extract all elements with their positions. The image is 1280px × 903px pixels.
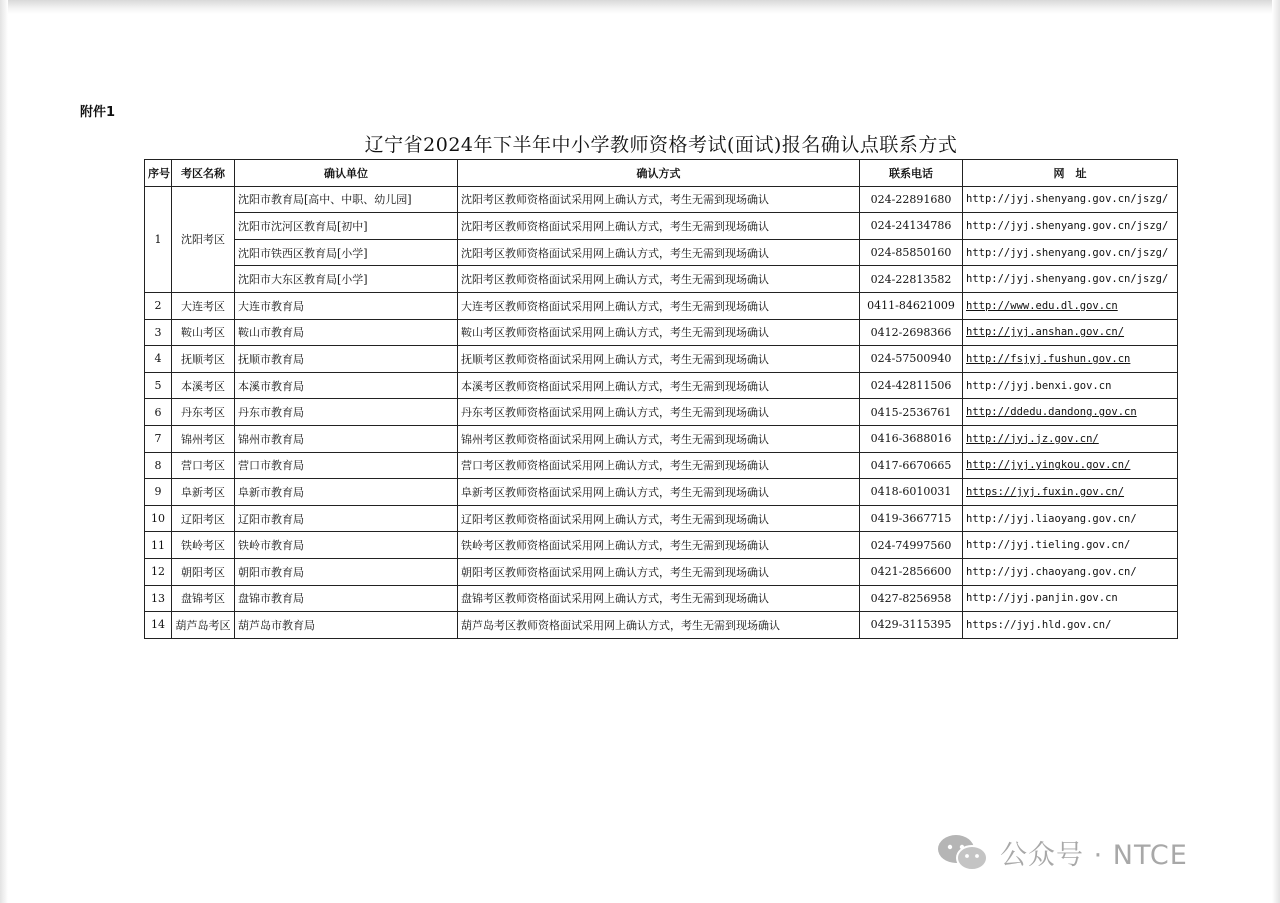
confirm-unit: 抚顺市教育局 xyxy=(235,346,458,373)
table-row xyxy=(145,292,1178,319)
row-number: 2 xyxy=(145,292,172,319)
table-row xyxy=(145,399,1178,426)
table-row xyxy=(145,186,1178,213)
table-row xyxy=(145,425,1178,452)
scan-shadow-left xyxy=(0,0,8,903)
url-link[interactable]: http://jyj.shenyang.gov.cn/jszg/ xyxy=(966,246,1169,259)
confirm-method: 鞍山考区教师资格面试采用网上确认方式，考生无需到现场确认 xyxy=(458,319,860,346)
url-cell xyxy=(963,612,1178,639)
confirm-method: 盘锦考区教师资格面试采用网上确认方式，考生无需到现场确认 xyxy=(458,585,860,612)
contact-phone: 0416-3688016 xyxy=(860,425,963,452)
confirm-unit: 阜新市教育局 xyxy=(235,479,458,506)
table-body xyxy=(145,186,1178,638)
table-row xyxy=(145,532,1178,559)
url-cell xyxy=(963,292,1178,319)
district-name: 锦州考区 xyxy=(172,425,235,452)
row-number: 4 xyxy=(145,346,172,373)
header-method: 确认方式 xyxy=(458,160,860,187)
contact-phone: 0427-8256958 xyxy=(860,585,963,612)
url-link[interactable]: http://jyj.shenyang.gov.cn/jszg/ xyxy=(966,193,1169,206)
scan-shadow-right xyxy=(1272,0,1280,903)
url-link[interactable]: https://jyj.fuxin.gov.cn/ xyxy=(966,485,1125,498)
contact-phone: 0411-84621009 xyxy=(860,292,963,319)
confirm-unit: 锦州市教育局 xyxy=(235,425,458,452)
contact-phone: 024-22813582 xyxy=(860,266,963,293)
district-name: 葫芦岛考区 xyxy=(172,612,235,639)
document-title: 辽宁省2024年下半年中小学教师资格考试(面试)报名确认点联系方式 xyxy=(364,134,958,156)
row-number: 5 xyxy=(145,372,172,399)
url-cell xyxy=(963,532,1178,559)
confirm-method: 铁岭考区教师资格面试采用网上确认方式，考生无需到现场确认 xyxy=(458,532,860,559)
table-row xyxy=(145,239,1178,266)
url-cell xyxy=(963,558,1178,585)
url-link[interactable]: http://ddedu.dandong.gov.cn xyxy=(966,406,1137,419)
confirm-unit: 鞍山市教育局 xyxy=(235,319,458,346)
confirm-unit: 营口市教育局 xyxy=(235,452,458,479)
row-number: 1 xyxy=(145,186,172,292)
confirm-unit: 沈阳市教育局[高中、中职、幼儿园] xyxy=(235,186,458,213)
district-name: 抚顺考区 xyxy=(172,346,235,373)
table-row xyxy=(145,558,1178,585)
row-number: 14 xyxy=(145,612,172,639)
header-unit: 确认单位 xyxy=(235,160,458,187)
url-cell xyxy=(963,399,1178,426)
row-number: 8 xyxy=(145,452,172,479)
confirm-unit: 辽阳市教育局 xyxy=(235,505,458,532)
district-name: 沈阳考区 xyxy=(172,186,235,292)
contact-phone: 024-24134786 xyxy=(860,213,963,240)
confirm-method: 锦州考区教师资格面试采用网上确认方式，考生无需到现场确认 xyxy=(458,425,860,452)
url-link[interactable]: http://jyj.panjin.gov.cn xyxy=(966,592,1118,605)
url-link[interactable]: http://jyj.shenyang.gov.cn/jszg/ xyxy=(966,219,1169,232)
row-number: 6 xyxy=(145,399,172,426)
confirm-unit: 葫芦岛市教育局 xyxy=(235,612,458,639)
watermark-text: 公众号 · NTCE xyxy=(1000,839,1188,871)
contact-phone: 0421-2856600 xyxy=(860,558,963,585)
confirm-method: 本溪考区教师资格面试采用网上确认方式，考生无需到现场确认 xyxy=(458,372,860,399)
url-cell xyxy=(963,479,1178,506)
url-cell xyxy=(963,213,1178,240)
confirm-unit: 大连市教育局 xyxy=(235,292,458,319)
contact-phone: 0417-6670665 xyxy=(860,452,963,479)
url-link[interactable]: http://fsjyj.fushun.gov.cn xyxy=(966,352,1131,365)
district-name: 阜新考区 xyxy=(172,479,235,506)
confirm-method: 葫芦岛考区教师资格面试采用网上确认方式，考生无需到现场确认 xyxy=(458,612,860,639)
confirm-unit: 沈阳市沈河区教育局[初中] xyxy=(235,213,458,240)
table-row xyxy=(145,346,1178,373)
district-name: 鞍山考区 xyxy=(172,319,235,346)
district-name: 盘锦考区 xyxy=(172,585,235,612)
contact-phone: 0418-6010031 xyxy=(860,479,963,506)
contact-phone: 024-85850160 xyxy=(860,239,963,266)
url-cell xyxy=(963,372,1178,399)
url-link[interactable]: http://jyj.shenyang.gov.cn/jszg/ xyxy=(966,273,1169,286)
confirm-unit: 朝阳市教育局 xyxy=(235,558,458,585)
confirm-method: 沈阳考区教师资格面试采用网上确认方式，考生无需到现场确认 xyxy=(458,239,860,266)
district-name: 丹东考区 xyxy=(172,399,235,426)
district-name: 营口考区 xyxy=(172,452,235,479)
wechat-icon xyxy=(936,832,990,872)
confirm-unit: 丹东市教育局 xyxy=(235,399,458,426)
confirm-method: 阜新考区教师资格面试采用网上确认方式，考生无需到现场确认 xyxy=(458,479,860,506)
url-link[interactable]: http://jyj.anshan.gov.cn/ xyxy=(966,326,1125,339)
table-row xyxy=(145,585,1178,612)
confirm-method: 沈阳考区教师资格面试采用网上确认方式，考生无需到现场确认 xyxy=(458,213,860,240)
row-number: 7 xyxy=(145,425,172,452)
contact-phone: 024-57500940 xyxy=(860,346,963,373)
watermark xyxy=(936,830,1188,874)
url-link[interactable]: http://jyj.chaoyang.gov.cn/ xyxy=(966,565,1137,578)
contact-phone: 0415-2536761 xyxy=(860,399,963,426)
table-row xyxy=(145,266,1178,293)
url-cell xyxy=(963,505,1178,532)
row-number: 9 xyxy=(145,479,172,506)
confirm-unit: 沈阳市大东区教育局[小学] xyxy=(235,266,458,293)
url-cell xyxy=(963,425,1178,452)
confirm-method: 抚顺考区教师资格面试采用网上确认方式，考生无需到现场确认 xyxy=(458,346,860,373)
table-row xyxy=(145,372,1178,399)
confirm-method: 朝阳考区教师资格面试采用网上确认方式，考生无需到现场确认 xyxy=(458,558,860,585)
district-name: 朝阳考区 xyxy=(172,558,235,585)
confirm-method: 大连考区教师资格面试采用网上确认方式，考生无需到现场确认 xyxy=(458,292,860,319)
url-cell xyxy=(963,585,1178,612)
url-cell xyxy=(963,266,1178,293)
table-row xyxy=(145,612,1178,639)
confirm-method: 营口考区教师资格面试采用网上确认方式，考生无需到现场确认 xyxy=(458,452,860,479)
url-link[interactable]: http://www.edu.dl.gov.cn xyxy=(966,299,1118,312)
header-district: 考区名称 xyxy=(172,160,235,187)
header-no: 序号 xyxy=(145,160,172,187)
row-number: 10 xyxy=(145,505,172,532)
contact-phone: 0429-3115395 xyxy=(860,612,963,639)
confirm-method: 沈阳考区教师资格面试采用网上确认方式，考生无需到现场确认 xyxy=(458,186,860,213)
row-number: 11 xyxy=(145,532,172,559)
table-row xyxy=(145,505,1178,532)
contact-phone: 0412-2698366 xyxy=(860,319,963,346)
confirm-unit: 铁岭市教育局 xyxy=(235,532,458,559)
confirm-unit: 沈阳市铁西区教育局[小学] xyxy=(235,239,458,266)
header-url: 网 址 xyxy=(963,160,1178,187)
url-link[interactable]: https://jyj.hld.gov.cn/ xyxy=(966,618,1112,631)
confirm-unit: 盘锦市教育局 xyxy=(235,585,458,612)
district-name: 铁岭考区 xyxy=(172,532,235,559)
table-header-row xyxy=(145,160,1178,187)
url-link[interactable]: http://jyj.jz.gov.cn/ xyxy=(966,432,1099,445)
confirm-method: 沈阳考区教师资格面试采用网上确认方式，考生无需到现场确认 xyxy=(458,266,860,293)
header-phone: 联系电话 xyxy=(860,160,963,187)
row-number: 3 xyxy=(145,319,172,346)
confirm-unit: 本溪市教育局 xyxy=(235,372,458,399)
row-number: 12 xyxy=(145,558,172,585)
url-cell xyxy=(963,186,1178,213)
contact-phone: 0419-3667715 xyxy=(860,505,963,532)
url-link[interactable]: http://jyj.benxi.gov.cn xyxy=(966,379,1112,392)
confirm-method: 辽阳考区教师资格面试采用网上确认方式，考生无需到现场确认 xyxy=(458,505,860,532)
url-cell xyxy=(963,319,1178,346)
contact-phone: 024-74997560 xyxy=(860,532,963,559)
url-cell xyxy=(963,452,1178,479)
scan-shadow-top xyxy=(0,0,1280,14)
table-row xyxy=(145,319,1178,346)
table-row xyxy=(145,479,1178,506)
url-cell xyxy=(963,239,1178,266)
confirm-method: 丹东考区教师资格面试采用网上确认方式，考生无需到现场确认 xyxy=(458,399,860,426)
url-link[interactable]: http://jyj.tieling.gov.cn/ xyxy=(966,539,1131,552)
table-row xyxy=(145,452,1178,479)
url-link[interactable]: http://jyj.liaoyang.gov.cn/ xyxy=(966,512,1137,525)
url-link[interactable]: http://jyj.yingkou.gov.cn/ xyxy=(966,459,1131,472)
contact-phone: 024-42811506 xyxy=(860,372,963,399)
district-name: 本溪考区 xyxy=(172,372,235,399)
contact-table xyxy=(144,159,1178,639)
attachment-label: 附件1 xyxy=(80,105,116,120)
contact-phone: 024-22891680 xyxy=(860,186,963,213)
district-name: 大连考区 xyxy=(172,292,235,319)
table-row xyxy=(145,213,1178,240)
district-name: 辽阳考区 xyxy=(172,505,235,532)
row-number: 13 xyxy=(145,585,172,612)
url-cell xyxy=(963,346,1178,373)
